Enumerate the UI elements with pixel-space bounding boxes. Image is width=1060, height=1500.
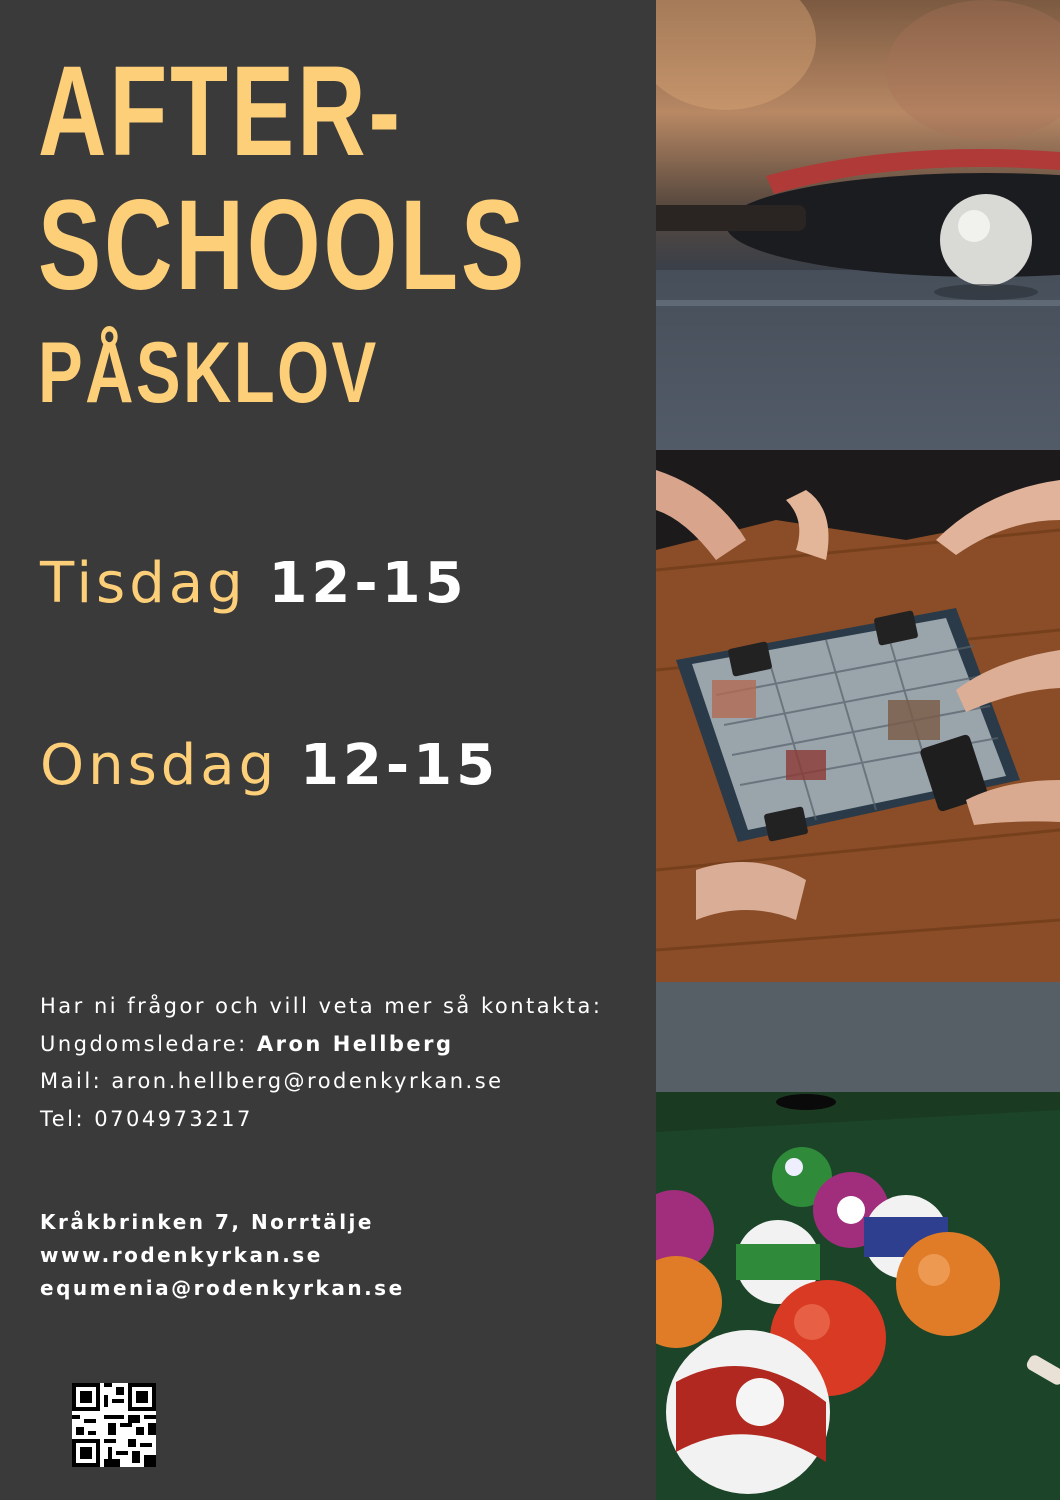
- contact-leader: [40, 1026, 640, 1064]
- contact-phone[interactable]: Tel: 0704973217: [40, 1106, 253, 1131]
- street-address: Kråkbrinken 7, Norrtälje: [40, 1210, 374, 1234]
- website-link[interactable]: www.rodenkyrkan.se: [40, 1243, 323, 1267]
- title-line-1: AFTER-: [38, 40, 404, 183]
- schedule-wednesday: [40, 733, 500, 798]
- leader-name: Aron Hellberg: [256, 1031, 454, 1056]
- schedule-time: 12-15: [268, 551, 468, 616]
- contact-info: [40, 988, 640, 1138]
- schedule-time: 12-15: [299, 733, 500, 798]
- billiard-photo: [656, 982, 1060, 1500]
- title-line-3: PÅSKLOV: [38, 325, 379, 421]
- qr-code[interactable]: [72, 1383, 156, 1467]
- schedule-tuesday: [40, 551, 468, 616]
- contact-intro: Har ni frågor och vill veta mer så kontakta:: [40, 994, 603, 1018]
- ping-pong-photo: [656, 0, 1060, 450]
- schedule-day: Tisdag: [40, 551, 247, 616]
- contact-mail[interactable]: Mail: aron.hellberg@rodenkyrkan.se: [40, 1069, 504, 1093]
- photo-column: [656, 0, 1060, 1500]
- title-line-2: SCHOOLS: [38, 174, 528, 317]
- email-link[interactable]: equmenia@rodenkyrkan.se: [40, 1276, 405, 1300]
- schedule-day: Onsdag: [40, 733, 279, 798]
- leader-label: Ungdomsledare:: [40, 1031, 257, 1056]
- address-block: [40, 1206, 640, 1305]
- board-game-photo: [656, 450, 1060, 982]
